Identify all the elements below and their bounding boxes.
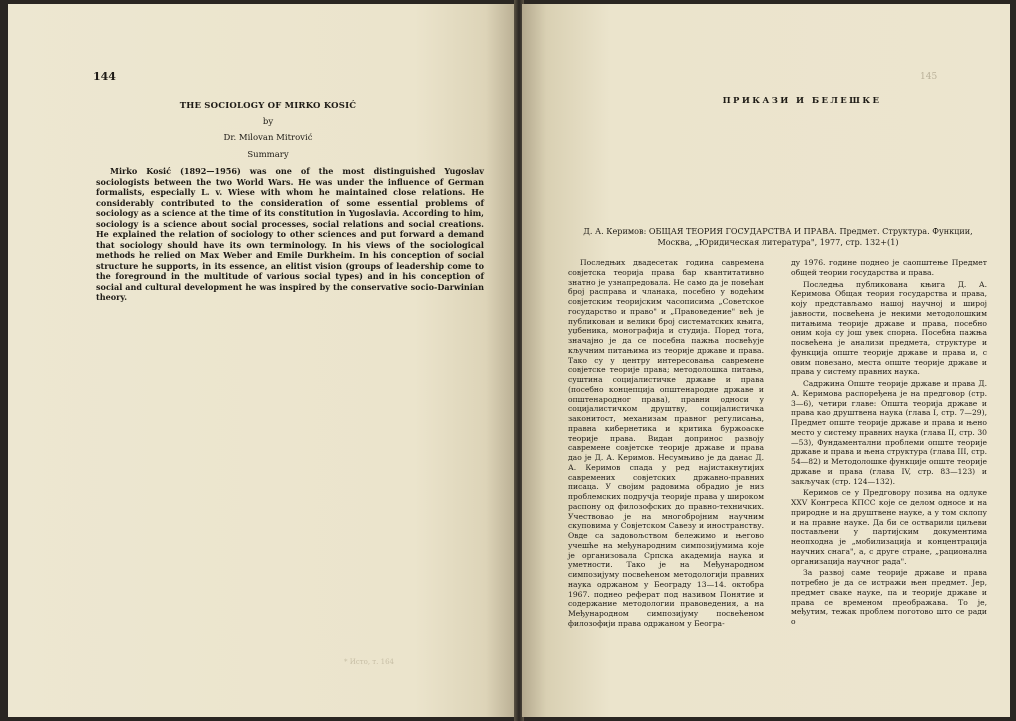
column-paragraph: Последњих двадесетак година савремена совјетска теорија права бар квантитативно знатно је узнапредовала. Не само да је повећан број расправа и чланака, посебно у водећим совјетским теоријским часописима „Советское государство и право" и „Правоведение" већ је публикован и велики број систематских књига, уџбеника, монографија и студија. Поред тога, значајно је да се посебна пажња посвећује кључним питањима из теорије државе и права. Тако су у центру интересовања савремене совјетске теорије права; методолошка питања, суштина социјалистичке државе и права (посебно концепција општенародне државе и општенародног права), правни односи у социјалистичком друштву, социјалистичка законитост, механизам правног регулисања, правна кибернетика и критика буржоаске теорије права. Видан допринос развоју савремене совјетске теорије државе и права дао је Д. А. Керимов. Несумњиво је да данас Д. А. Керимов спада у ред најистакнутијих савремених совјетских државно-правних писаца. У својим радовима обрадио је низ проблемских подручја теорије права у широком распону од филозофских до правно-техничких. Учествовао је на многобројним научним скуповима у Совјетском Савезу и иностранству. Овде са задовољством бележимо и његово учешће на међународним симпозијумима које је организовала Српска академија наука и уметности. Тако је на Међународном симпозијуму посвећеном методологији правних наука одржаном у Београду 13—14. октобра 1967. поднео реферат под називом Понятие и содержание методологии правоведения, а на Међународном симпозијуму посвећеном филозофији права одржаном у Београ- <box>568 258 764 628</box>
left-page <box>8 4 516 717</box>
summary-heading: Summary <box>247 150 289 160</box>
column-paragraph: За развој саме теорије државе и права потребно је да се истражи њен предмет. Јер, предмет сваке науке, па и теорије државе и права се временом преображава. То је, међутим, тежак проблем поготово што се ради о <box>791 568 987 626</box>
text-column-right <box>791 258 987 629</box>
page-corner-mark: 145 <box>920 72 938 82</box>
section-header: ПРИКАЗИ И БЕЛЕШКЕ <box>722 96 882 106</box>
bleed-through-text: * Исто, т. 164 <box>344 658 394 666</box>
column-paragraph: Керимов се у Предговору позива на одлуке XXV Конгреса КПСС које се делом односе и на природне и на друштвене науке, а у том склопу и на правне науке. Да би се остварили циљеви постављени у партијским документима неопходна је „мобилизација и концентрација научних снага", а, с друге стране, „рационална организација научног рада". <box>791 488 987 566</box>
column-paragraph: Последња публикована књига Д. А. Керимова Общая теория государства и права, коју представљамо нашој научној и широј јавности, посвећена је некими методолошким питањима теорије државе и права, посебно оним која су још увек спорна. Посебна пажња посвећена је анализи предмета, структуре и функција опште теорије државе и права и, с овим повезано, места опште теорије државе и права у систему правних наука. <box>791 279 987 377</box>
summary-paragraph: Mirko Kosić (1892—1956) was one of the most distinguished Yugoslav sociologists between the two World Wars. He was under the influence of German formalists, especially L. v. Wiese with whom he maintained close relations. He considerably contributed to the consideration of some essential problems of sociology as a science at the time of its constitution in Yugoslavia. According to him, sociology is a science about social processes, social relations and social creations. He explained the relation of sociology to other sciences and put forward a demand that sociology should have its own terminology. In his views of the sociological methods he relied on Max Weber and Emile Durkheim. In his conception of social structure he supports, in its essence, an elitist vision (groups of leadership come to the foreground in the multitude of various social types) and in his conception of social and cultural development he was inspired by the conservative socio-Darwinian theory. <box>96 166 484 302</box>
book-reference: Д. А. Керимов: ОБЩАЯ ТЕОРИЯ ГОСУДАРСТВА И ПРАВА. Предмет. Структура. Функции, Москва, „Юридическая литература", 1977, стр. 132+(1) <box>583 226 973 247</box>
text-column-left <box>568 258 764 631</box>
article-title: THE SOCIOLOGY OF MIRKO KOSIĆ <box>179 101 357 111</box>
summary-text <box>96 166 484 303</box>
byline: by <box>262 117 274 127</box>
column-paragraph: Садржина Опште теорије државе и права Д. А. Керимова распоређена је на предговор (стр. 3—6), четири главе: Општа теорија државе и права као друштвена наука (глава I, стр. 7—29), Предмет опште теорије државе и права и њено место у систему правних наука (глава II, стр. 30—53), Фундаментални проблеми опште теорије државе и права и њена структура (глава III, стр. 54—82) и Методолошке функције опште теорије државе и права (глава IV, стр. 83—123) и закључак (стр. 124—132). <box>791 379 987 486</box>
author-name: Dr. Milovan Mitrović <box>223 133 313 143</box>
column-paragraph: ду 1976. године поднео је саопштење Предмет общей теории государства и права. <box>791 258 987 277</box>
page-number: 144 <box>93 70 116 83</box>
right-page <box>522 4 1010 717</box>
